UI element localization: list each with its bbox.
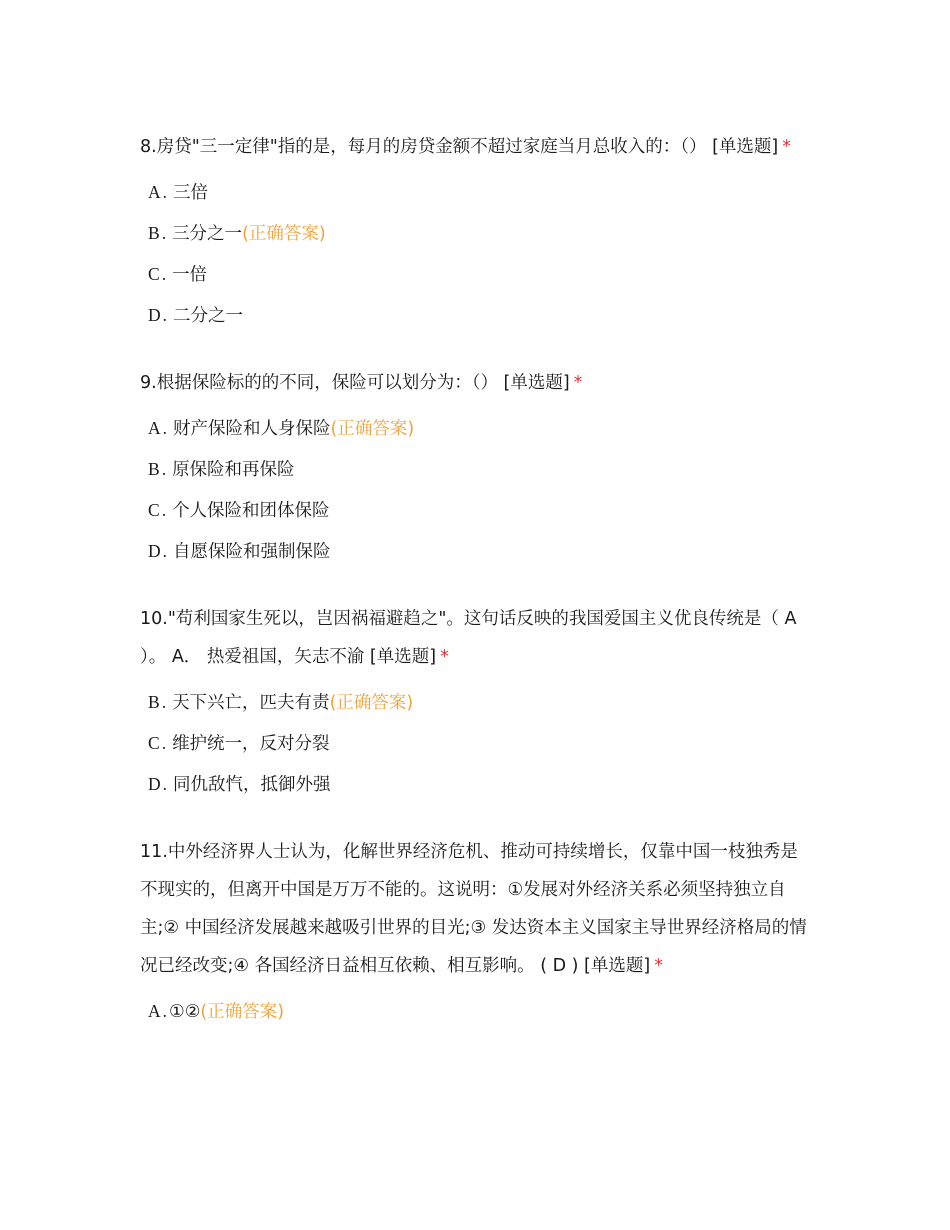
option-letter: A	[148, 1001, 161, 1021]
option-b	[140, 213, 815, 254]
correct-answer-label: (正确答案)	[200, 1002, 285, 1022]
option-separator: .	[161, 500, 167, 520]
option-separator: .	[162, 1001, 168, 1021]
option-separator: .	[162, 541, 168, 561]
option-text: 天下兴亡，匹夫有责	[172, 693, 330, 713]
question-text: 9.根据保险标的的不同，保险可以划分为：（） [单选题]	[140, 373, 570, 393]
option-a	[140, 172, 815, 213]
question-stem	[140, 833, 815, 985]
option-separator: .	[161, 264, 167, 284]
option-text: 三倍	[173, 183, 209, 203]
option-c	[140, 490, 815, 531]
option-separator: .	[162, 182, 168, 202]
option-c	[140, 723, 815, 764]
option-text: ①②	[169, 1002, 201, 1022]
question-11	[140, 833, 815, 1032]
option-letter: A	[148, 418, 161, 438]
option-text: 个人保险和团体保险	[172, 501, 330, 521]
required-mark: *	[782, 137, 792, 157]
question-9	[140, 364, 815, 572]
question-8	[140, 128, 815, 336]
option-d	[140, 764, 815, 805]
option-b	[140, 449, 815, 490]
option-d	[140, 531, 815, 572]
option-separator: .	[161, 459, 167, 479]
option-letter: B	[148, 223, 160, 243]
option-text: 自愿保险和强制保险	[173, 542, 331, 562]
option-c	[140, 254, 815, 295]
question-text: 8.房贷"三一定律"指的是，每月的房贷金额不超过家庭当月总收入的：（） [单选题]	[140, 137, 779, 157]
option-letter: C	[148, 500, 160, 520]
required-mark: *	[440, 647, 449, 667]
question-text: 10."苟利国家生死以，岂因祸福避趋之"。这句话反映的我国爱国主义优良传统是（ A ）。 A． 热爱祖国，矢志不渝 [单选题]	[140, 609, 797, 667]
option-letter: D	[148, 305, 161, 325]
option-text: 财产保险和人身保险	[173, 419, 331, 439]
required-mark: *	[654, 956, 663, 976]
correct-answer-label: (正确答案)	[329, 693, 414, 713]
option-b	[140, 682, 815, 723]
option-letter: A	[148, 182, 161, 202]
required-mark: *	[573, 373, 583, 393]
option-letter: D	[148, 541, 161, 561]
option-letter: D	[148, 774, 161, 794]
option-separator: .	[162, 418, 168, 438]
option-letter: C	[148, 733, 160, 753]
option-a	[140, 991, 815, 1032]
correct-answer-label: (正确答案)	[330, 419, 415, 439]
option-letter: B	[148, 692, 160, 712]
option-separator: .	[162, 305, 168, 325]
option-separator: .	[161, 223, 167, 243]
option-a	[140, 408, 815, 449]
correct-answer-label: (正确答案)	[242, 224, 326, 244]
option-letter: C	[148, 264, 160, 284]
option-text: 一倍	[172, 265, 208, 285]
question-stem	[140, 600, 815, 676]
option-letter: B	[148, 459, 160, 479]
question-10	[140, 600, 815, 805]
option-text: 三分之一	[172, 224, 243, 244]
option-text: 维护统一，反对分裂	[172, 734, 330, 754]
option-separator: .	[162, 774, 168, 794]
question-text: 11.中外经济界人士认为，化解世界经济危机、推动可持续增长，仅靠中国一枝独秀是不现实的，但离开中国是万万不能的。这说明：①发展对外经济关系必须坚持独立自主;② 中国经济发展越来越吸引世界的目光;③ 发达资本主义国家主导世界经济格局的情况已经改变;④ 各国经济日益相互依赖、相互影响。 ( D ) [单选题]	[140, 842, 807, 976]
option-separator: .	[161, 692, 167, 712]
option-d	[140, 295, 815, 336]
survey-page	[140, 128, 815, 1060]
question-stem	[140, 364, 815, 402]
question-stem	[140, 128, 815, 166]
option-text: 原保险和再保险	[172, 460, 295, 480]
option-text: 同仇敌忾，抵御外强	[173, 775, 331, 795]
option-separator: .	[161, 733, 167, 753]
option-text: 二分之一	[173, 306, 244, 326]
